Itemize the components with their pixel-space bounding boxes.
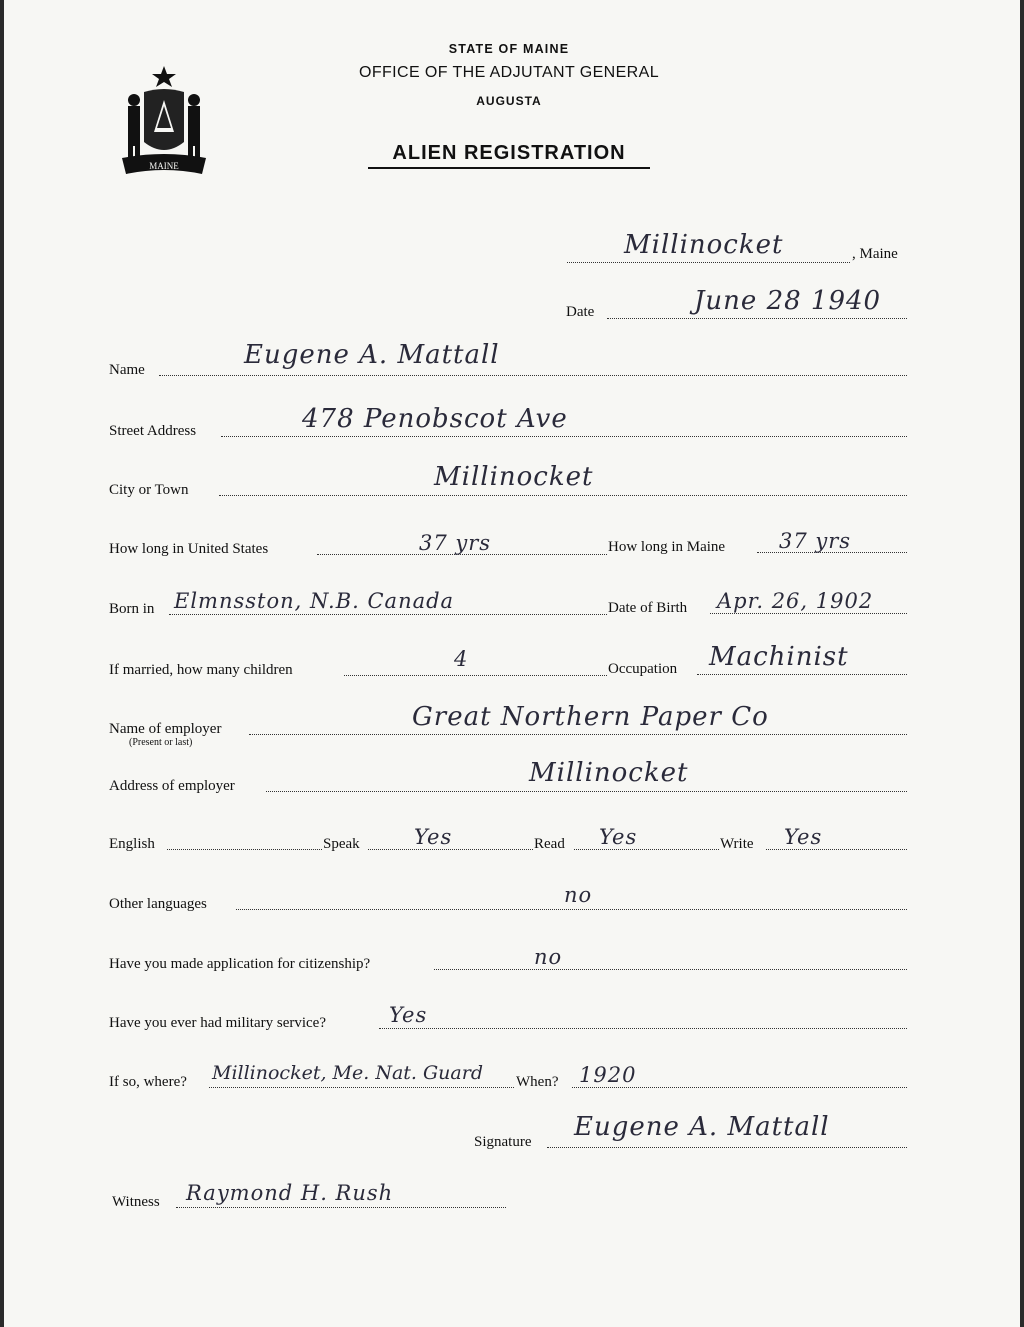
dob-value: Apr. 26, 1902 xyxy=(717,589,874,613)
us-value: 37 yrs xyxy=(419,531,492,555)
street-label: Street Address xyxy=(109,423,197,439)
when-label: When? xyxy=(516,1074,559,1090)
name-value: Eugene A. Mattall xyxy=(244,340,500,370)
employer-sublabel: (Present or last) xyxy=(129,737,193,748)
military-label: Have you ever had military service? xyxy=(109,1015,326,1031)
occupation-label: Occupation xyxy=(608,661,678,677)
speak-label: Speak xyxy=(323,836,360,852)
occupation-value: Machinist xyxy=(709,642,849,672)
children-label: If married, how many children xyxy=(109,662,293,678)
employer-value: Great Northern Paper Co xyxy=(412,702,769,732)
other-languages-label: Other languages xyxy=(109,896,207,912)
title-underline xyxy=(368,167,650,169)
header-office: OFFICE OF THE ADJUTANT GENERAL xyxy=(358,64,660,81)
when-value: 1920 xyxy=(579,1063,637,1087)
other-languages-value: no xyxy=(564,883,593,907)
maine-long-label: How long in Maine xyxy=(608,539,726,555)
maine-long-value: 37 yrs xyxy=(779,529,852,553)
city-value: Millinocket xyxy=(434,462,594,492)
signature-label: Signature xyxy=(474,1134,532,1150)
header-state: STATE OF MAINE xyxy=(448,42,570,56)
street-value: 478 Penobscot Ave xyxy=(302,404,568,434)
employer-address-value: Millinocket xyxy=(529,758,689,788)
name-label: Name xyxy=(109,362,145,378)
military-value: Yes xyxy=(389,1003,428,1027)
citizenship-value: no xyxy=(534,945,563,969)
read-label: Read xyxy=(534,836,565,852)
where-label: If so, where? xyxy=(109,1074,187,1090)
employer-address-label: Address of employer xyxy=(109,778,235,794)
maine-label: , Maine xyxy=(852,246,898,262)
witness-value: Raymond H. Rush xyxy=(186,1181,394,1205)
town-value: Millinocket xyxy=(624,230,784,260)
where-value: Millinocket, Me. Nat. Guard xyxy=(212,1062,483,1084)
registration-form xyxy=(4,0,1020,1327)
employer-label: Name of employer xyxy=(109,721,222,737)
english-label: English xyxy=(109,836,155,852)
write-label: Write xyxy=(720,836,754,852)
write-value: Yes xyxy=(784,825,823,849)
speak-value: Yes xyxy=(414,825,453,849)
svg-text:MAINE: MAINE xyxy=(149,161,179,171)
header-city: AUGUSTA xyxy=(476,94,542,108)
dob-label: Date of Birth xyxy=(608,600,688,616)
born-label: Born in xyxy=(109,601,155,617)
us-label: How long in United States xyxy=(109,541,269,557)
signature-value: Eugene A. Mattall xyxy=(574,1112,830,1142)
date-value: June 28 1940 xyxy=(694,286,882,316)
date-label: Date xyxy=(566,304,595,320)
children-value: 4 xyxy=(454,647,469,671)
born-value: Elmnsston, N.B. Canada xyxy=(174,589,455,613)
maine-seal-icon xyxy=(114,62,214,180)
read-value: Yes xyxy=(599,825,638,849)
city-label: City or Town xyxy=(109,482,189,498)
form-title: ALIEN REGISTRATION xyxy=(392,142,626,164)
witness-label: Witness xyxy=(112,1194,160,1210)
citizenship-label: Have you made application for citizenship? xyxy=(109,956,371,972)
